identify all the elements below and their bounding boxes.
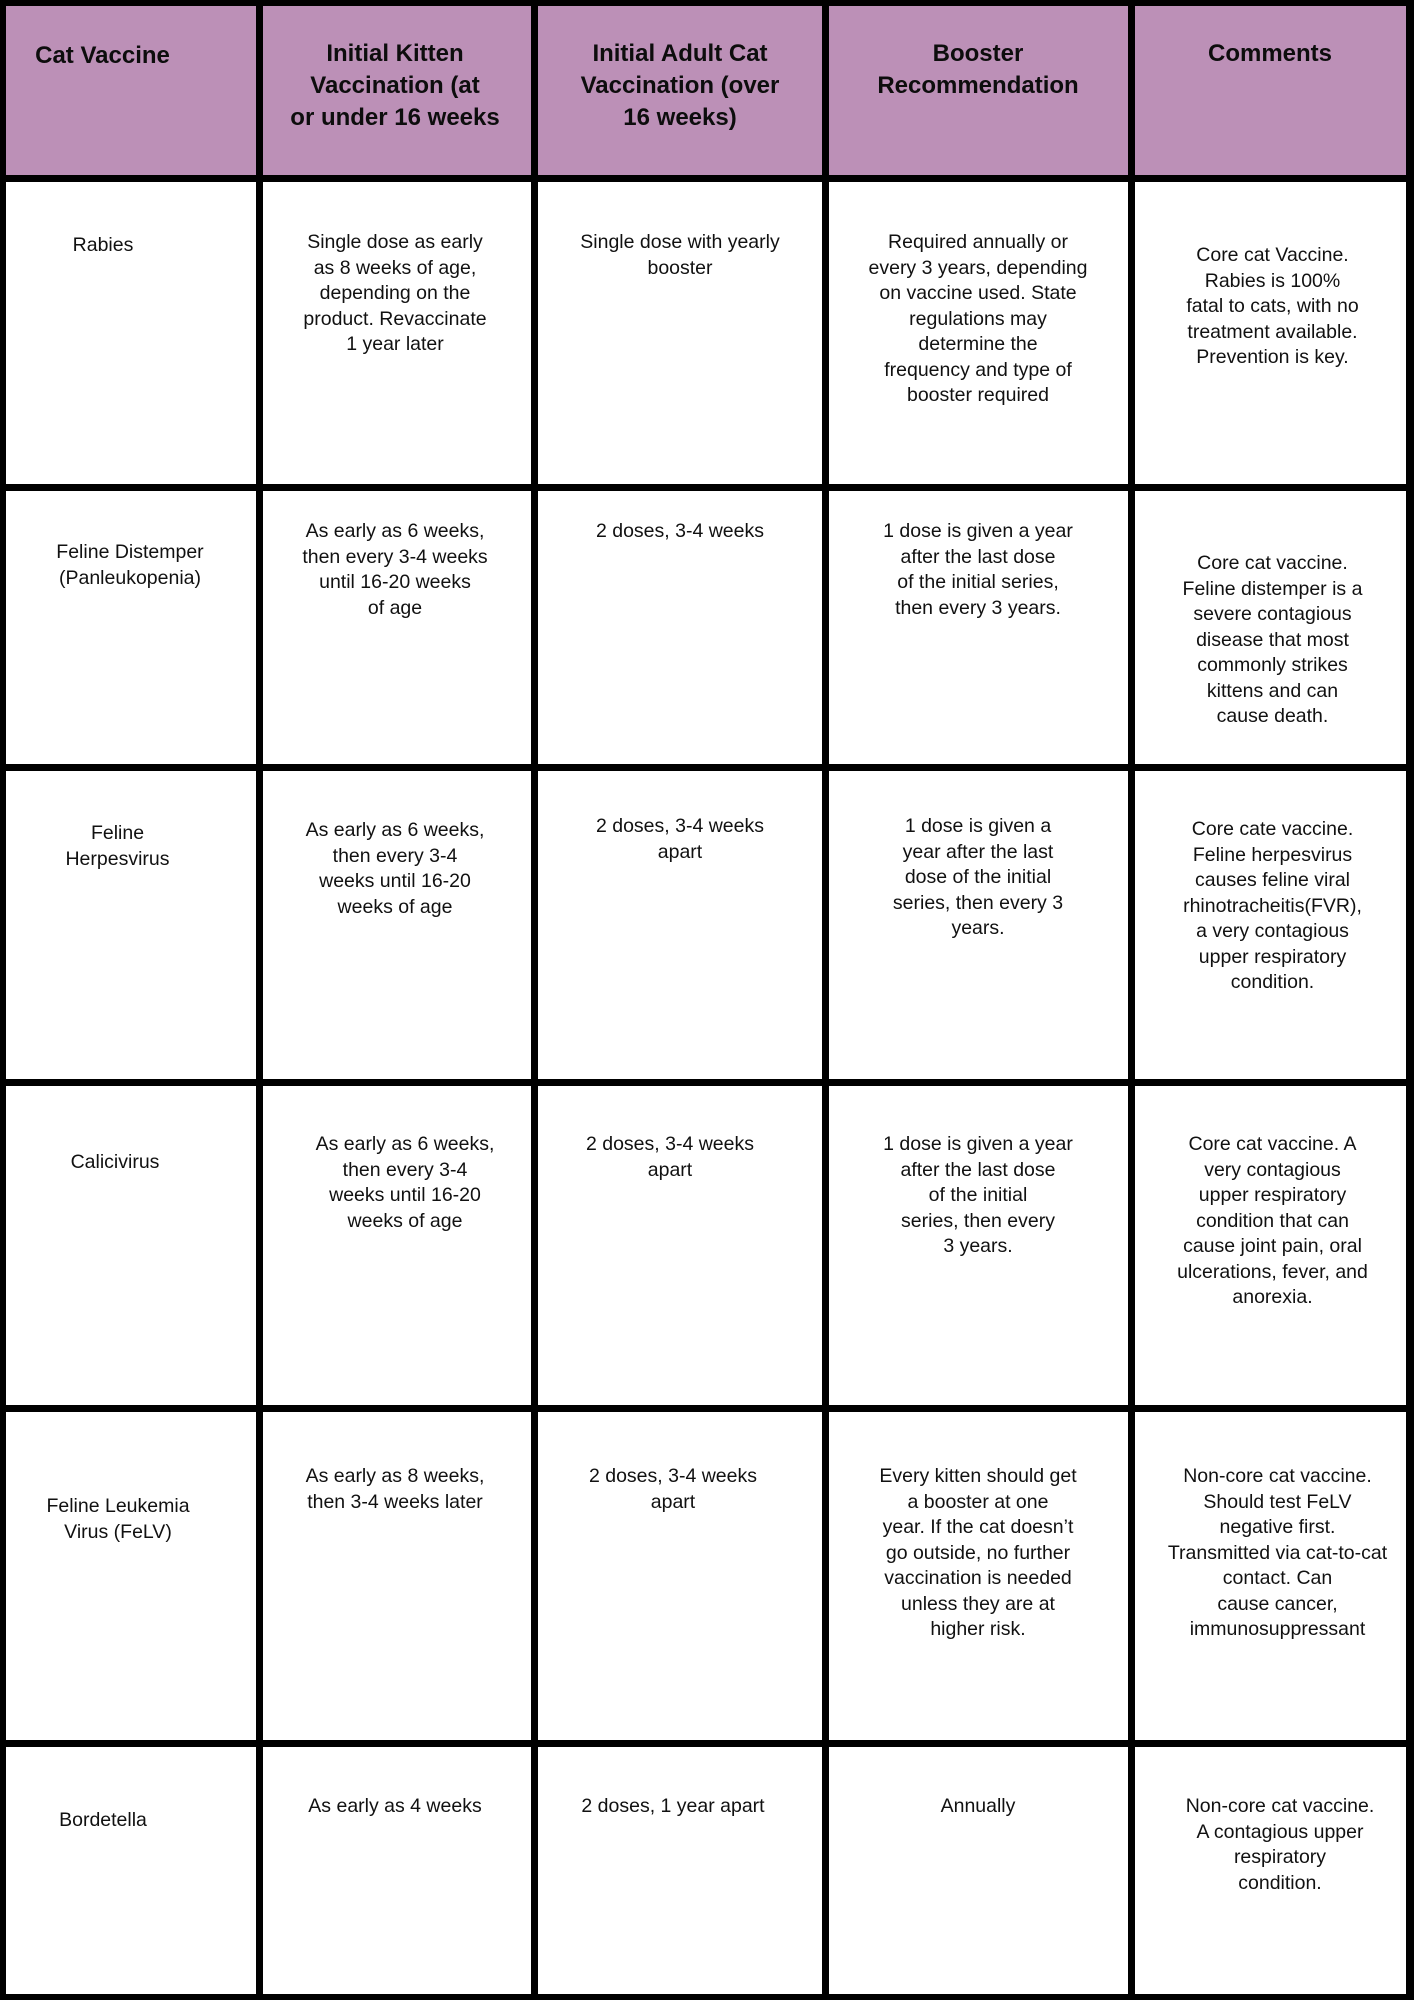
cell-adult: 2 doses, 3-4 weeks apart	[585, 1133, 754, 1181]
cell-vaccine: Bordetella	[59, 1809, 147, 1831]
cell-comments: Core cate vaccine. Feline herpesvirus causes feline viral rhinotracheitis(FVR), a very contagious upper respiratory condition.	[1183, 818, 1362, 993]
cell-kitten: As early as 4 weeks	[308, 1795, 482, 1817]
cell-adult: 2 doses, 3-4 weeks apart	[595, 815, 764, 863]
row-separator	[0, 1405, 1414, 1412]
header-comments: Comments	[1207, 40, 1333, 67]
row-separator	[0, 175, 1414, 182]
cell-comments: Core cat vaccine. A very contagious upper respiratory condition that can cause joint pain, oral ulcerations, fever, and anorexia.	[1177, 1133, 1368, 1308]
column-separator	[0, 0, 6, 2000]
cell-booster: 1 dose is given a year after the last dose of the initial series, then every 3 years.	[892, 815, 1064, 939]
cell-vaccine: Calicivirus	[70, 1151, 160, 1173]
cell-kitten: As early as 6 weeks, then every 3-4 weeks until 16-20 weeks of age	[305, 819, 485, 918]
cell-booster: Annually	[940, 1795, 1016, 1817]
column-separator	[1406, 0, 1414, 2000]
table-border-top	[0, 0, 1414, 6]
column-separator	[1128, 0, 1135, 2000]
column-separator	[256, 0, 263, 2000]
cell-booster: Required annually or every 3 years, depending on vaccine used. State regulations may determine the frequency and type of booster required	[868, 231, 1088, 406]
column-separator	[822, 0, 829, 2000]
row-separator	[0, 1079, 1414, 1086]
cell-kitten: Single dose as early as 8 weeks of age, depending on the product. Revaccinate 1 year later	[303, 231, 487, 355]
header-cat-vaccine: Cat Vaccine	[35, 42, 170, 69]
cell-vaccine: Rabies	[72, 234, 134, 256]
header-initial-adult: Initial Adult Cat Vaccination (over 16 weeks)	[580, 40, 780, 131]
cell-comments: Non-core cat vaccine. Should test FeLV negative first. Transmitted via cat-to-cat contact. Can cause cancer, immunosuppressant	[1167, 1465, 1388, 1640]
cell-booster: Every kitten should get a booster at one year. If the cat doesn’t go outside, no further vaccination is needed unless they are at higher risk.	[879, 1465, 1077, 1640]
cell-kitten: As early as 6 weeks, then every 3-4 weeks until 16-20 weeks of age	[302, 520, 488, 619]
cell-adult: 2 doses, 1 year apart	[581, 1795, 765, 1817]
header-booster: Booster Recommendation	[877, 40, 1079, 99]
cell-kitten: As early as 8 weeks, then 3-4 weeks later	[305, 1465, 485, 1513]
row-separator	[0, 764, 1414, 771]
cell-vaccine: Feline Herpesvirus	[65, 822, 170, 870]
cell-vaccine: Feline Leukemia Virus (FeLV)	[46, 1495, 190, 1543]
cell-adult: 2 doses, 3-4 weeks	[595, 520, 764, 542]
cell-adult: Single dose with yearly booster	[580, 231, 780, 279]
cell-booster: 1 dose is given a year after the last dose of the initial series, then every 3 years.	[883, 1133, 1073, 1257]
cell-kitten: As early as 6 weeks, then every 3-4 weeks until 16-20 weeks of age	[315, 1133, 495, 1232]
column-separator	[531, 0, 538, 2000]
cell-comments: Core cat vaccine. Feline distemper is a severe contagious disease that most commonly strikes kittens and can cause death.	[1182, 552, 1363, 727]
row-separator	[0, 1740, 1414, 1747]
row-separator	[0, 484, 1414, 491]
cell-adult: 2 doses, 3-4 weeks apart	[588, 1465, 757, 1513]
table-border-bottom	[0, 1994, 1414, 2000]
cell-comments: Non-core cat vaccine. A contagious upper respiratory condition.	[1185, 1795, 1375, 1894]
cell-comments: Core cat Vaccine. Rabies is 100% fatal to cats, with no treatment available. Prevention is key.	[1186, 244, 1359, 368]
header-initial-kitten: Initial Kitten Vaccination (at or under 16 weeks	[290, 40, 500, 131]
cell-vaccine: Feline Distemper (Panleukopenia)	[56, 541, 204, 589]
cell-booster: 1 dose is given a year after the last dose of the initial series, then every 3 years.	[883, 520, 1073, 619]
